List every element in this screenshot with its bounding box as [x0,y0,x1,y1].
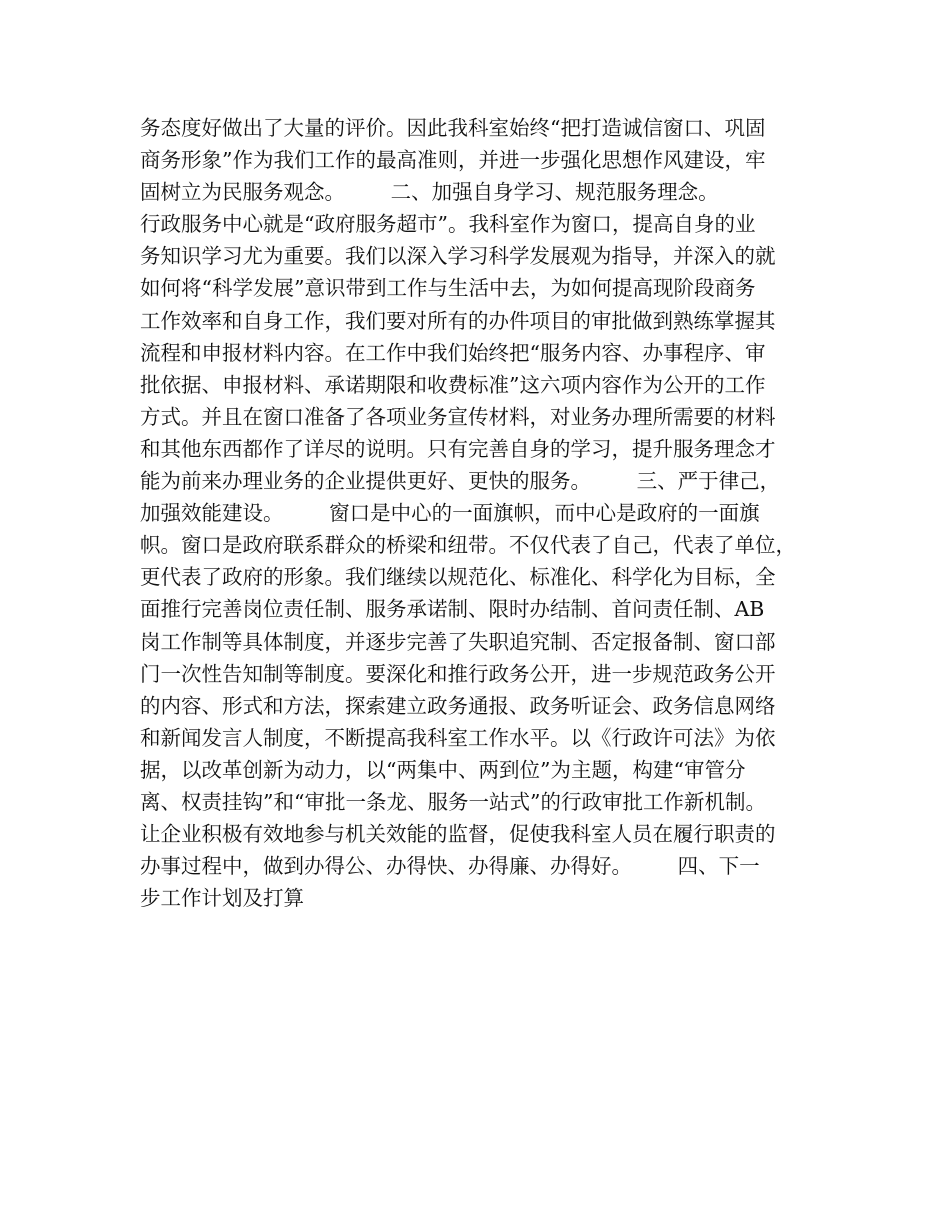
text-line: 行政服务中心就是“政府服务超市”。我科室作为窗口，提高自身的业 [140,212,756,237]
text-line: 和其他东西都作了详尽的说明。只有完善自身的学习，提升服务理念才 [140,436,776,461]
text-line: 离、权责挂钩”和“审批一条龙、服务一站式”的行政审批工作新机制。 [140,789,766,814]
text-line: 务态度好做出了大量的评价。因此我科室始终“把打造诚信窗口、巩固 [140,116,766,140]
text-line: 步工作计划及打算 [140,886,304,911]
text-line: 的内容、形式和方法，探索建立政务通报、政务听证会、政务信息网络 [140,693,776,718]
text-line: 门一次性告知制等制度。要深化和推行政务公开，进一步规范政务公开 [140,661,776,686]
text-line: 帜。窗口是政府联系群众的桥梁和纽带。不仅代表了自己，代表了单位， [140,533,796,558]
text-line: 据，以改革创新为动力，以“两集中、两到位”为主题，构建“审管分 [140,757,746,782]
text-line: 流程和申报材料内容。在工作中我们始终把“服务内容、办事程序、审 [140,340,766,365]
text-line: 批依据、申报材料、承诺期限和收费标准”这六项内容作为公开的工作 [140,372,766,397]
text-line: 让企业积极有效地参与机关效能的监督，促使我科室人员在履行职责的 [140,822,776,847]
text-line: 加强效能建设。 窗口是中心的一面旗帜，而中心是政府的一面旗 [140,501,760,526]
text-line: 和新闻发言人制度，不断提高我科室工作水平。以《行政许可法》为依 [140,725,776,750]
text-line: 方式。并且在窗口准备了各项业务宣传材料，对业务办理所需要的材料 [140,404,776,429]
text-line: 工作效率和自身工作，我们要对所有的办件项目的审批做到熟练掌握其 [140,308,776,333]
text-line: 办事过程中，做到办得公、办得快、办得廉、办得好。 四、下一 [140,854,760,879]
text-line: 面推行完善岗位责任制、服务承诺制、限时办结制、首问责任制、AB [140,597,765,622]
text-line: 岗工作制等具体制度，并逐步完善了失职追究制、否定报备制、窗口部 [140,629,776,654]
text-line: 能为前来办理业务的企业提供更好、更快的服务。 三、严于律己， [140,469,781,494]
text-line: 固树立为民服务观念。 二、加强自身学习、规范服务理念。 [140,180,719,205]
text-line: 商务形象”作为我们工作的最高准则，并进一步强化思想作风建设，牢 [140,148,766,173]
text-line: 更代表了政府的形象。我们继续以规范化、标准化、科学化为目标，全 [140,565,776,590]
text-line: 务知识学习尤为重要。我们以深入学习科学发展观为指导，并深入的就 [140,244,776,269]
text-line: 如何将“科学发展”意识带到工作与生活中去，为如何提高现阶段商务 [140,276,756,301]
body-text [140,112,840,914]
